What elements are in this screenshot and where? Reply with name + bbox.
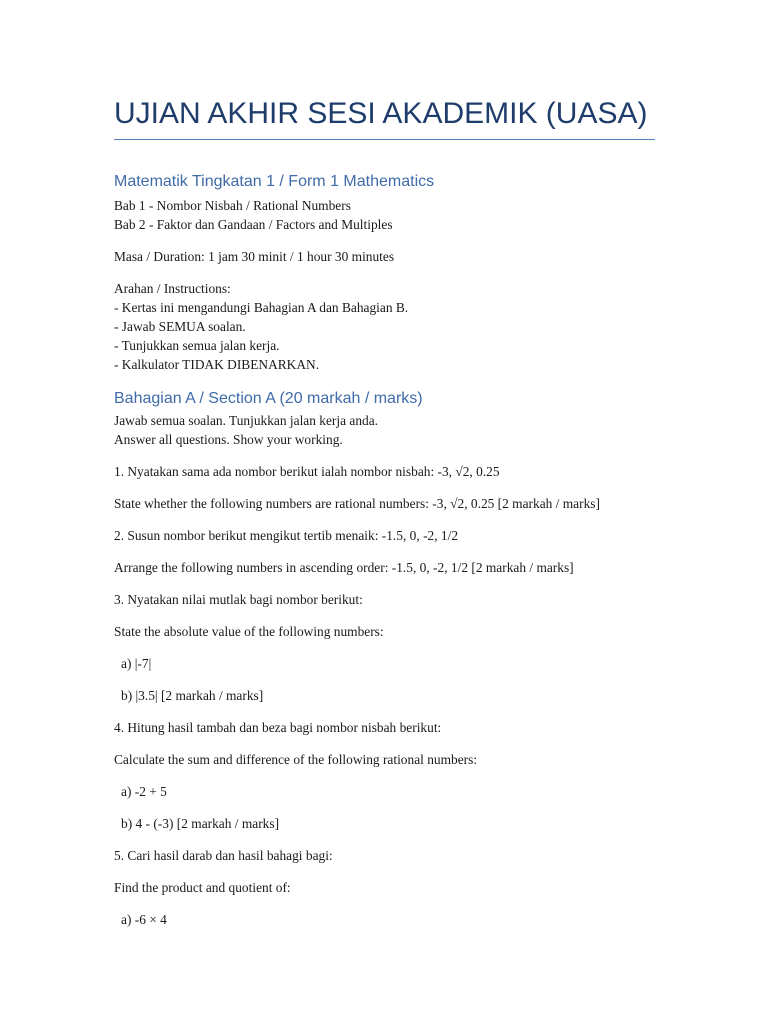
question-5-part-a: a) -6 × 4 <box>121 912 167 927</box>
question-4-part-a: a) -2 + 5 <box>121 784 167 799</box>
instruction-item: - Kertas ini mengandungi Bahagian A dan Bahagian B. <box>114 300 409 315</box>
question-1-en: State whether the following numbers are rational numbers: -3, √2, 0.25 [2 markah / marks] <box>114 496 600 511</box>
question-3-part-a: a) |-7| <box>121 656 152 671</box>
section-a-heading: Bahagian A / Section A (20 markah / marks) <box>114 390 423 407</box>
question-1-ms: 1. Nyatakan sama ada nombor berikut ialah nombor nisbah: -3, √2, 0.25 <box>114 464 500 479</box>
chapter-line: Bab 1 - Nombor Nisbah / Rational Numbers <box>114 198 351 213</box>
instruction-item: - Kalkulator TIDAK DIBENARKAN. <box>114 357 320 372</box>
question-4-ms: 4. Hitung hasil tambah dan beza bagi nombor nisbah berikut: <box>114 720 442 735</box>
section-intro-ms: Jawab semua soalan. Tunjukkan jalan kerja anda. <box>114 413 379 428</box>
instruction-item: - Jawab SEMUA soalan. <box>114 319 246 334</box>
question-3-ms: 3. Nyatakan nilai mutlak bagi nombor berikut: <box>114 592 363 607</box>
question-5-ms: 5. Cari hasil darab dan hasil bahagi bagi: <box>114 848 333 863</box>
instructions-heading: Arahan / Instructions: <box>114 281 231 296</box>
question-4-part-b: b) 4 - (-3) [2 markah / marks] <box>121 816 280 831</box>
question-3-en: State the absolute value of the following numbers: <box>114 624 384 639</box>
section-intro-en: Answer all questions. Show your working. <box>114 432 343 447</box>
question-5-en: Find the product and quotient of: <box>114 880 291 895</box>
chapter-line: Bab 2 - Faktor dan Gandaan / Factors and Multiples <box>114 217 393 232</box>
instruction-item: - Tunjukkan semua jalan kerja. <box>114 338 280 353</box>
question-3-part-b: b) |3.5| [2 markah / marks] <box>121 688 264 703</box>
subject-heading: Matematik Tingkatan 1 / Form 1 Mathematics <box>114 173 435 190</box>
question-4-en: Calculate the sum and difference of the following rational numbers: <box>114 752 478 767</box>
question-2-en: Arrange the following numbers in ascending order: -1.5, 0, -2, 1/2 [2 markah / marks] <box>114 560 574 575</box>
duration-line: Masa / Duration: 1 jam 30 minit / 1 hour 30 minutes <box>114 249 395 264</box>
question-2-ms: 2. Susun nombor berikut mengikut tertib menaik: -1.5, 0, -2, 1/2 <box>114 528 459 543</box>
document-title: UJIAN AKHIR SESI AKADEMIK (UASA) <box>114 97 648 130</box>
title-underline <box>114 139 655 140</box>
